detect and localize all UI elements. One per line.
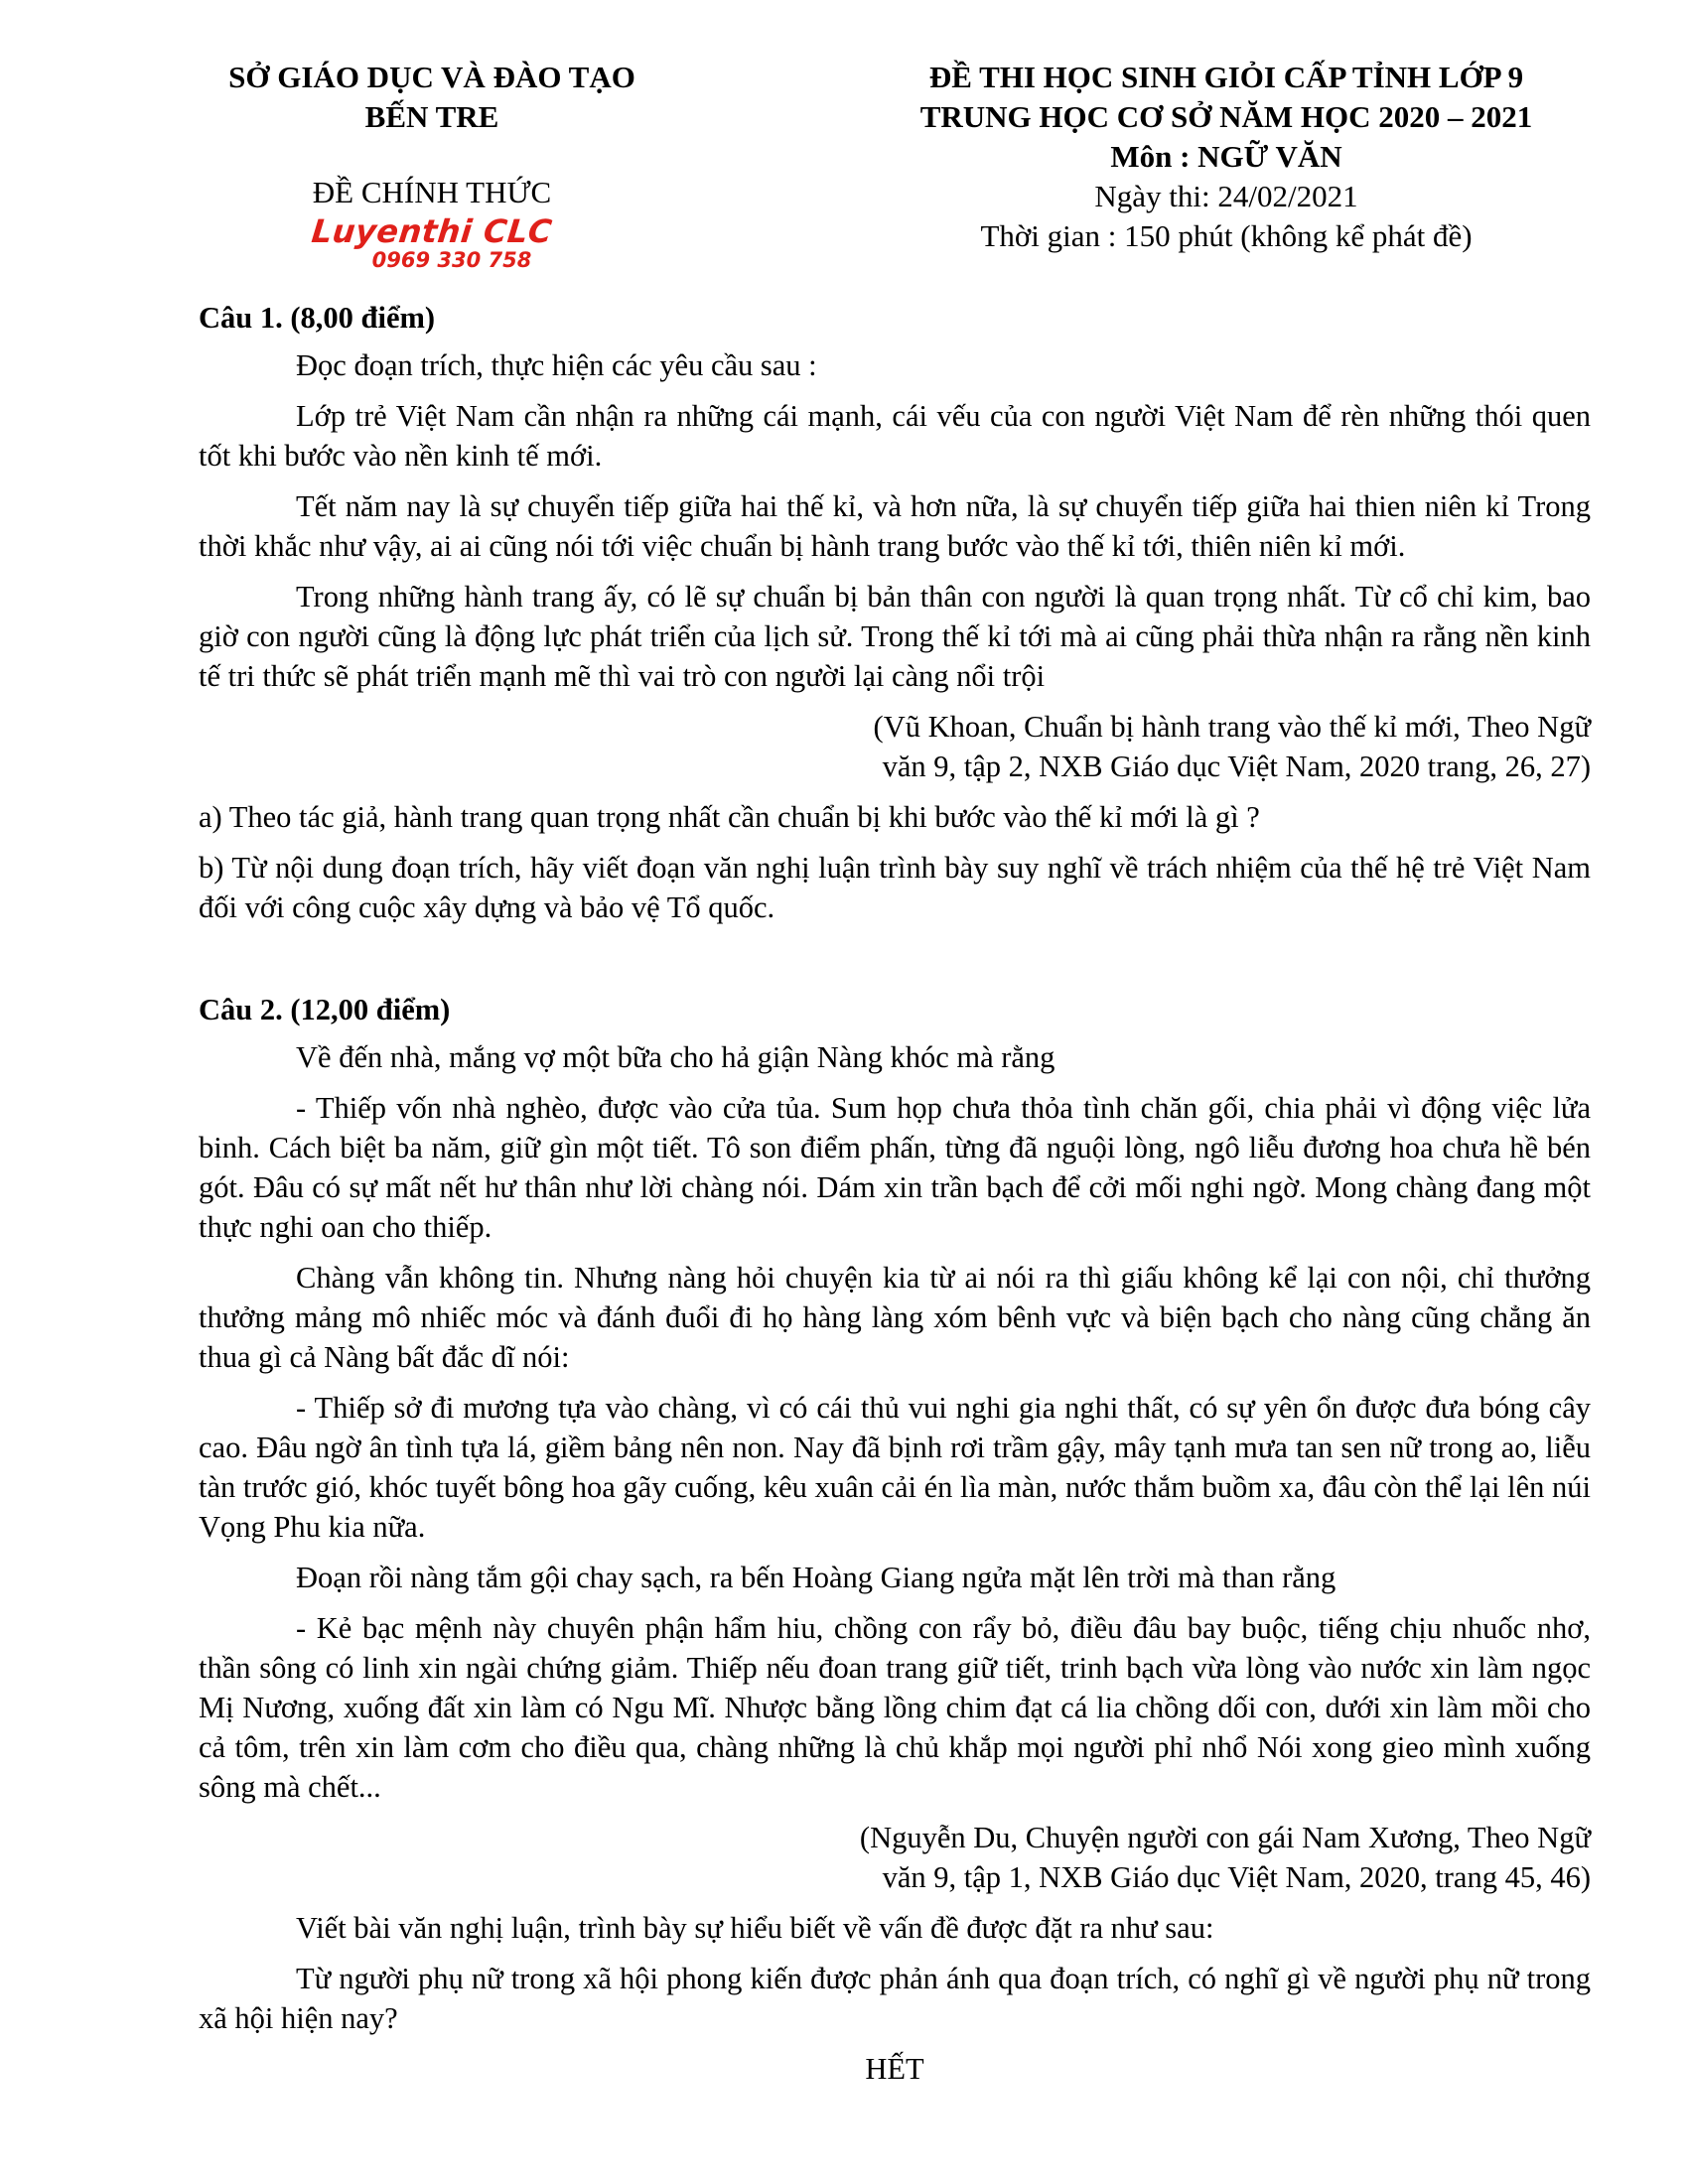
question-2-title: Câu 2. (12,00 điểm) bbox=[199, 993, 451, 1026]
question-2-source bbox=[199, 1818, 1591, 1897]
question-2-passage-paragraph: Chàng vẫn không tin. Nhưng nàng hỏi chuyện kia từ ai nói ra thì giấu không kể lại con nội, chỉ thưởng thưởng mảng mô nhiếc móc và đánh đuổi đi họ hàng làng xóm bênh vực và biện bạch cho nàng cũng chẳng ăn thua gì cả Nàng bất đắc dĩ nói: bbox=[199, 1261, 1591, 1374]
exam-duration: Thời gian : 150 phút (không kể phát đề) bbox=[980, 218, 1473, 253]
question-1a: a) Theo tác giả, hành trang quan trọng nhất cần chuẩn bị khi bước vào thế kỉ mới là gì ? bbox=[199, 800, 1260, 834]
question-1-intro: Đọc đoạn trích, thực hiện các yêu cầu sau : bbox=[296, 348, 817, 382]
issuer-department: SỞ GIÁO DỤC VÀ ĐÀO TẠO bbox=[228, 60, 635, 94]
question-2-passage-paragraph: Về đến nhà, mắng vợ một bữa cho hả giận Nàng khóc mà rằng bbox=[296, 1040, 1055, 1074]
question-2-passage-paragraph: Đoạn rồi nàng tắm gội chay sạch, ra bến Hoàng Giang ngửa mặt lên trời mà than rằng bbox=[296, 1561, 1336, 1594]
exam-info-block bbox=[760, 58, 1688, 256]
exam-body bbox=[199, 298, 1591, 2089]
question-1b: b) Từ nội dung đoạn trích, hãy viết đoạn văn nghị luận trình bày suy nghĩ về trách nhiệm của thế hệ trẻ Việt Nam đối với công cuộc xây dựng và bảo vệ Tổ quốc. bbox=[199, 851, 1591, 924]
brand-watermark bbox=[149, 214, 715, 272]
exam-level-year: TRUNG HỌC CƠ SỞ NĂM HỌC 2020 – 2021 bbox=[919, 99, 1533, 134]
question-2-task: Viết bài văn nghị luận, trình bày sự hiểu biết về vấn đề được đặt ra như sau: bbox=[296, 1911, 1214, 1945]
question-2-passage-paragraph: - Kẻ bạc mệnh này chuyên phận hẩm hiu, chồng con rẩy bỏ, điều đâu bay buộc, tiếng chịu nhuốc nhơ, thần sông có linh xin ngài chứng giảm. Thiếp nếu đoan trang giữ tiết, trinh bạch vừa lòng vào nước xin làm ngọc Mị Nương, xuống đất xin làm có Ngu Mĩ. Nhược bằng lồng chim đạt cá lia chồng dối con, dưới xin làm mồi cho cả tôm, trên xin làm cơm cho điều qua, chàng những là chủ khắp mọi người phỉ nhổ Nói xong gieo mình xuống sông mà chết... bbox=[199, 1611, 1591, 1804]
question-1-passage-paragraph: Lớp trẻ Việt Nam cần nhận ra những cái mạnh, cái vếu của con người Việt Nam để rèn những thói quen tốt khi bước vào nền kinh tế mới. bbox=[199, 399, 1591, 473]
brand-name: Luyenthi CLC bbox=[309, 212, 555, 250]
source-line: văn 9, tập 2, NXB Giáo dục Việt Nam, 2020 trang, 26, 27) bbox=[882, 750, 1591, 783]
question-1-source bbox=[199, 707, 1591, 786]
source-line: văn 9, tập 1, NXB Giáo dục Việt Nam, 2020, trang 45, 46) bbox=[882, 1860, 1591, 1894]
question-1-title: Câu 1. (8,00 điểm) bbox=[199, 301, 436, 335]
issuer-block bbox=[149, 58, 715, 272]
section-gap bbox=[199, 938, 1591, 990]
official-exam-label: ĐỀ CHÍNH THỨC bbox=[312, 175, 552, 209]
question-2-passage-paragraph: - Thiếp sở đi mương tựa vào chàng, vì có cái thủ vui nghi gia nghi thất, có sự yên ổn được đưa bóng cây cao. Đâu ngờ ân tình tựa lá, giềm bảng nên non. Nay đã bịnh rơi trầm gậy, mây tạnh mưa tan sen nữ trong ao, liễu tàn trước gió, khóc tuyết bông hoa gãy cuống, kêu xuân cải én lìa màn, nước thắm buồm xa, đâu còn thể lại lên núi Vọng Phu kia nữa. bbox=[199, 1391, 1591, 1544]
exam-subject: Môn : NGỮ VĂN bbox=[1110, 139, 1342, 174]
source-line: (Nguyễn Du, Chuyện người con gái Nam Xương, Theo Ngữ bbox=[859, 1821, 1591, 1854]
question-2-prompt: Từ người phụ nữ trong xã hội phong kiến được phản ánh qua đoạn trích, có nghĩ gì về người phụ nữ trong xã hội hiện nay? bbox=[199, 1962, 1591, 2035]
question-1-passage-paragraph: Trong những hành trang ấy, có lẽ sự chuẩn bị bản thân con người là quan trọng nhất. Từ cổ chỉ kim, bao giờ con người cũng là động lực phát triển của lịch sử. Trong thế kỉ tới mà ai cũng phải thừa nhận ra rằng nền kinh tế tri thức sẽ phát triển mạnh mẽ thì vai trò con người lại càng nổi trội bbox=[199, 580, 1591, 693]
issuer-province: BẾN TRE bbox=[364, 99, 499, 134]
question-2-passage-paragraph: - Thiếp vốn nhà nghèo, được vào cửa tủa. Sum họp chưa thỏa tình chăn gối, chia phải vì động việc lửa binh. Cách biệt ba năm, giữ gìn một tiết. Tô son điểm phấn, từng đã nguội lòng, ngô liễu đương hoa chưa hề bén gót. Đâu có sự mất nết hư thân như lời chàng nói. Dám xin trần bạch để cởi mối nghi ngờ. Mong chàng đang một thực nghi oan cho thiếp. bbox=[199, 1091, 1591, 1244]
question-1-passage-paragraph: Tết năm nay là sự chuyển tiếp giữa hai thế kỉ, và hơn nữa, là sự chuyển tiếp giữa hai thien niên kỉ Trong thời khắc như vậy, ai ai cũng nói tới việc chuẩn bị hành trang bước vào thế kỉ tới, thiên niên kỉ mới. bbox=[199, 489, 1591, 563]
brand-phone: 0969 330 758 bbox=[371, 248, 532, 272]
exam-title: ĐỀ THI HỌC SINH GIỎI CẤP TỈNH LỚP 9 bbox=[928, 60, 1524, 94]
header-gap bbox=[149, 137, 715, 173]
exam-date: Ngày thi: 24/02/2021 bbox=[1094, 179, 1358, 213]
end-marker: HẾT bbox=[865, 2052, 924, 2086]
source-line: (Vũ Khoan, Chuẩn bị hành trang vào thế kỉ mới, Theo Ngữ bbox=[873, 710, 1591, 744]
